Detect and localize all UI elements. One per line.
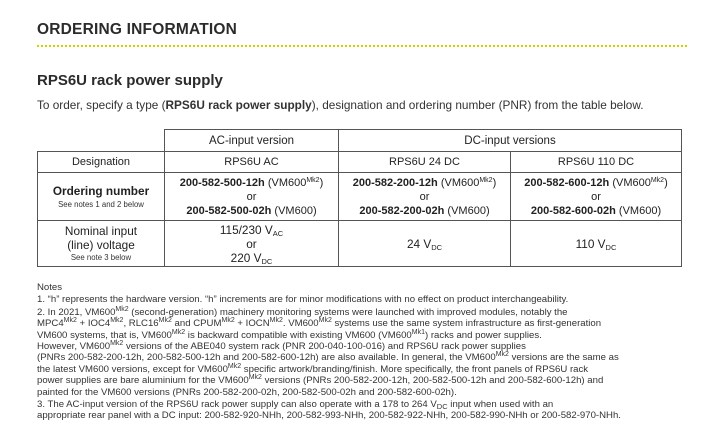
version-label: (VM600: [609, 176, 651, 189]
voltage-note: See note 3 below: [70, 253, 132, 262]
version-label: (VM600): [271, 204, 317, 217]
pnr-110dc-mk2: 200-582-600-12h: [524, 176, 610, 189]
or-word: or: [246, 190, 257, 203]
designation-ac: RPS6U AC: [165, 152, 339, 173]
version-label: (VM600: [264, 176, 307, 189]
notes-heading: Notes: [37, 282, 63, 293]
voltage-label-line1: Nominal input: [64, 224, 138, 238]
voltage-24dc-cell: [339, 221, 511, 267]
pnr-ac-vm600: 200-582-500-02h: [186, 204, 272, 217]
notes-section: [37, 282, 697, 422]
designation-110dc: RPS6U 110 DC: [511, 152, 682, 173]
voltage-110dc-cell: [511, 221, 682, 267]
ordering-ac-cell: [165, 173, 339, 221]
voltage-ac-cell: [165, 221, 339, 267]
version-sup: Mk2: [650, 176, 665, 184]
or-word: or: [591, 190, 601, 203]
version-sup: Mk2: [306, 176, 320, 184]
pnr-110dc-vm600: 200-582-600-02h: [530, 204, 616, 217]
version-sup: Mk2: [479, 176, 493, 184]
version-close: ): [664, 176, 668, 189]
dc-group-header: DC-input versions: [339, 130, 682, 152]
intro-type-bold: RPS6U rack power supply: [165, 98, 312, 112]
voltage-label-line2: (line) voltage: [67, 238, 135, 252]
or-word: or: [419, 190, 430, 203]
voltage-sub: DC: [431, 242, 443, 252]
ordering-label: Ordering number: [52, 183, 150, 198]
voltage-sub: DC: [261, 256, 273, 266]
pnr-24dc-vm600: 200-582-200-02h: [359, 204, 445, 217]
table-group-header-row: [38, 130, 682, 152]
designation-row: [38, 152, 682, 173]
voltage-ac-value: 115/230 V: [219, 222, 273, 237]
empty-corner-cell: [38, 130, 165, 152]
voltage-24dc-value: 24 V: [406, 236, 432, 251]
voltage-label-cell: [38, 221, 165, 267]
version-label: (VM600: [437, 176, 480, 189]
designation-24dc: RPS6U 24 DC: [339, 152, 511, 173]
ordering-110dc-cell: [511, 173, 682, 221]
voltage-sub: AC: [272, 228, 284, 238]
voltage-110dc-value: 110 V: [575, 236, 606, 251]
version-close: ): [319, 176, 324, 189]
section-divider: [37, 45, 687, 47]
ordering-note: See notes 1 and 2 below: [58, 199, 144, 209]
intro-paragraph: [37, 98, 644, 112]
intro-prefix: To order, specify a type (: [37, 98, 166, 112]
product-title: RPS6U rack power supply: [37, 72, 223, 89]
ordering-number-row: [38, 173, 682, 221]
note-1: 1. “h” represents the hardware version. “h” increments are for minor modifications with no effect on product interchangeability.: [37, 294, 569, 306]
version-close: ): [492, 176, 497, 189]
note-2: 2. In 2021, $VM600^{Mk2}$ (second-generation) machinery monitoring systems were launched with improved modules, notably the $MPC4^{Mk2} + IOC4^{Mk2}$, $RLC16^{Mk2}$ and $CPUM^{Mk2}$ + $IOCN^{Mk2}$. $VM600^{Mk2}$ systems use the same system infrastructure as first-generation VM600 systems, that is, $VM600^{Mk2}$ is backward compatible with existing VM600 $(VM600^{Mk1})$ racks and power supplies. However, $VM600^{Mk2}$ versions of the ABE040 system rack (PNR 200-040-100-016) and RPS6U rack power supplies (PNRs 200-582-200-12h, 200-582-500-12h and 200-582-600-12h) are also available. In general, the $VM600^{Mk2}$ versions are the same as the latest VM600 versions, except for $VM600^{Mk2}$ specific artwork/branding/finish. More specifically, the front panels of RPS6U rack power supplies are bare aluminium for the $VM600^{Mk2}$ versions (PNRs 200-582-200-12h, 200-582-500-12h and 200-582-600-12h) and painted for the VM600 versions (PNRs 200-582-200-02h, 200-582-500-02h and 200-582-600-02h).: [37, 305, 619, 398]
intro-suffix: ), designation and ordering number (PNR) from the table below.: [311, 98, 644, 112]
or-word: or: [246, 236, 257, 251]
note-3: 3. The AC-input version of the RPS6U rack power supply can also operate with a 178 to 264 $V_{DC}$ input when used with an appropriate rear panel with a DC input: 200-582-920-NHh, 200-582-993-NHh, 200-582-922-NHh, 200-582-990-NHh or 200-582-970-NHh.: [37, 399, 621, 422]
ac-group-header: AC-input version: [165, 130, 339, 152]
pnr-ac-mk2: 200-582-500-12h: [179, 176, 265, 189]
ordering-24dc-cell: [339, 173, 511, 221]
voltage-row: [38, 221, 682, 267]
version-label: (VM600): [615, 204, 662, 217]
designation-label: Designation: [38, 152, 165, 173]
ordering-label-cell: [38, 173, 165, 221]
ordering-table: [37, 129, 682, 267]
pnr-24dc-mk2: 200-582-200-12h: [352, 176, 438, 189]
voltage-sub: DC: [605, 242, 617, 252]
section-title: ORDERING INFORMATION: [37, 21, 238, 38]
voltage-ac-dc-value: 220 V: [230, 250, 262, 265]
version-label: (VM600): [444, 204, 490, 217]
